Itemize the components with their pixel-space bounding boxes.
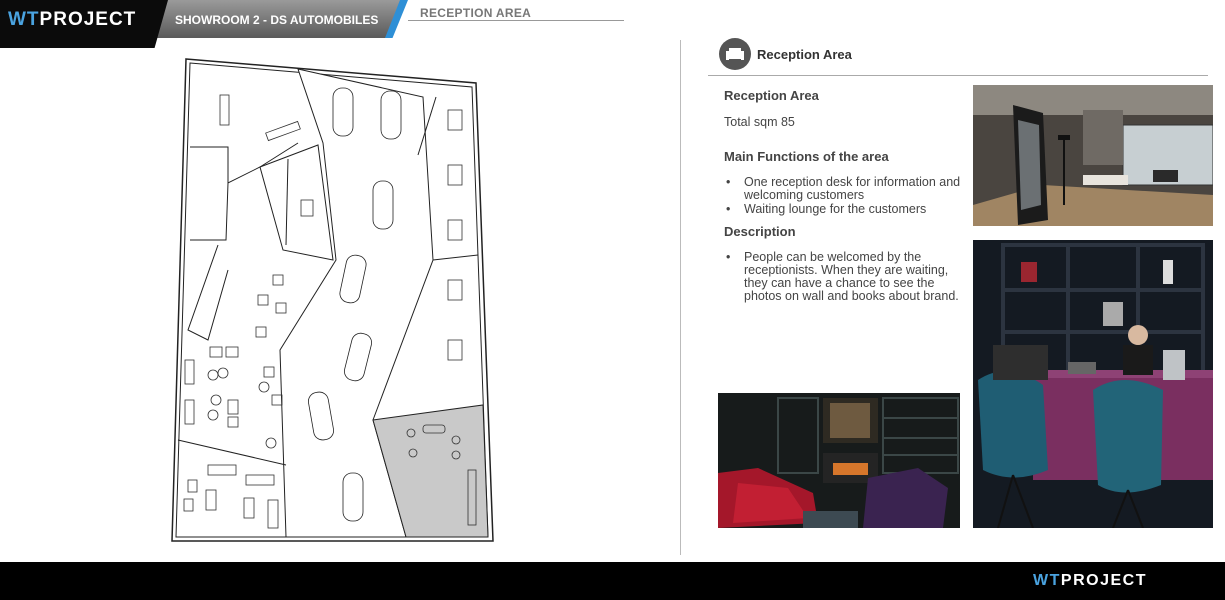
functions-list [724, 176, 969, 216]
list-item: • Waiting lounge for the customers [724, 203, 969, 216]
section-rule [408, 20, 624, 21]
list-item: • People can be welcomed by the receptionists. When they are waiting, they can have a chance to see the photos on wall and books about brand. [724, 251, 969, 303]
footer-logo: WTPROJECT [1033, 572, 1147, 589]
area-heading: Reception Area [724, 88, 819, 103]
functions-heading: Main Functions of the area [724, 149, 889, 164]
section-label: RECEPTION AREA [420, 6, 532, 20]
vertical-divider [680, 40, 681, 555]
description-list [724, 251, 969, 303]
description-heading: Description [724, 224, 796, 239]
footer-bar [0, 562, 1225, 600]
header-logo: WTPROJECT [8, 9, 137, 30]
lounge-photo [718, 393, 960, 528]
panel-rule [708, 75, 1208, 76]
list-item: • One reception desk for information and welcoming customers [724, 176, 969, 202]
floor-plan [168, 55, 498, 545]
total-sqm: Total sqm 85 [724, 115, 795, 129]
showroom-label: SHOWROOM 2 - DS AUTOMOBILES [175, 13, 379, 27]
reception-photo [973, 85, 1213, 226]
sofa-icon [719, 38, 751, 70]
text-block [724, 88, 969, 304]
reception-desk-photo [973, 240, 1213, 528]
panel-title: Reception Area [757, 47, 852, 62]
